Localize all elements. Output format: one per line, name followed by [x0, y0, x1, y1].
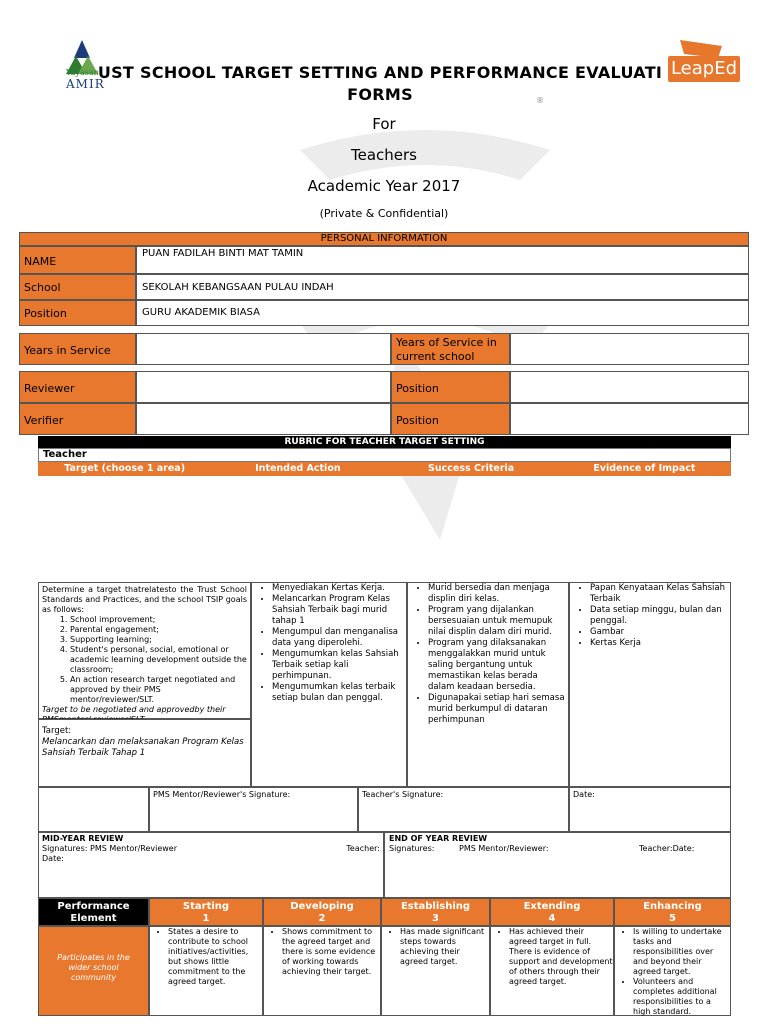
level-number: 1 [202, 913, 210, 924]
descriptor-extending[interactable] [490, 926, 614, 1016]
end-year-teacher-date: Teacher:Date: [639, 844, 695, 853]
criteria-item: • Program yang dijalankan bersesuaian untuk memupuk nilai displin dalam diri murid. [428, 605, 566, 638]
level-name: Developing [290, 901, 354, 912]
level-developing-header [263, 898, 381, 926]
action-item: • Mengumumkan kelas terbaik setiap bulan dan penggal. [272, 682, 404, 704]
agreement-date-field[interactable]: Date: [569, 787, 731, 832]
reviewer-label: Reviewer [19, 371, 136, 403]
registered-mark-icon: ® [536, 96, 544, 105]
school-field[interactable]: SEKOLAH KEBANGSAAN PULAU INDAH [136, 274, 749, 300]
success-criteria-cell[interactable] [407, 582, 569, 787]
level-name: Starting [182, 901, 230, 912]
goal-item: 2. Parental engagement; [70, 625, 247, 635]
descriptor-item: • Has achieved their agreed target in full. There is evidence of support and development of others through their agreed target. [509, 927, 613, 987]
years-in-service-label: Years in Service [19, 333, 136, 365]
level-number: 5 [669, 913, 676, 924]
name-field[interactable]: PUAN FADILAH BINTI MAT TAMIN [136, 246, 749, 274]
pms-signature-field[interactable]: PMS Mentor/Reviewer's Signature: [149, 787, 358, 832]
action-item: • Mengumpul dan menganalisa data yang diperolehi. [272, 627, 404, 649]
verifier-field[interactable] [136, 403, 391, 435]
mid-year-review-cell[interactable] [38, 832, 384, 898]
goal-item: 3. Supporting learning; [70, 635, 247, 645]
descriptor-item: • Has made significant steps towards achieving their agreed target. [400, 927, 489, 967]
target-note: Target to be negotiated and approvedby their [42, 705, 226, 714]
action-item: • Menyediakan Kertas Kerja. [272, 583, 404, 594]
target-guidance-cell [38, 582, 251, 719]
watermark-logo [260, 110, 590, 550]
descriptor-item: • States a desire to contribute to school initiatives/activities, but shows little commitment to the agreed target. [168, 927, 262, 987]
evidence-cell[interactable] [569, 582, 731, 787]
level-starting-header [149, 898, 263, 926]
years-current-school-field[interactable] [510, 333, 749, 365]
teacher-signature-field[interactable]: Teacher's Signature: [358, 787, 569, 832]
level-establishing-header [381, 898, 490, 926]
logo-yayasan-text: Yayasan [66, 68, 99, 77]
descriptor-starting[interactable] [149, 926, 263, 1016]
level-name: Enhancing [643, 901, 702, 912]
level-extending-header [490, 898, 614, 926]
column-intended-action: Intended Action [255, 463, 341, 474]
audience-label: Teachers [351, 146, 417, 164]
target-intro: Determine a target thatrelatesto the Trust School Standards and Practices, and the school TSIP goals as follows: [42, 585, 247, 614]
evidence-item: • Data setiap minggu, bulan dan penggal. [590, 605, 728, 627]
reviewer-position-label: Position [391, 371, 510, 403]
descriptor-developing[interactable] [263, 926, 381, 1016]
reviewer-position-field[interactable] [510, 371, 749, 403]
for-label: For [372, 115, 396, 133]
verifier-position-label: Position [391, 403, 510, 435]
descriptor-establishing[interactable] [381, 926, 490, 1016]
goal-item: 1. School improvement; [70, 615, 247, 625]
end-year-review-cell[interactable] [384, 832, 731, 898]
logo-amir-text: AMIR [66, 77, 105, 91]
rubric-columns-header [38, 462, 731, 476]
form-title: UST SCHOOL TARGET SETTING AND PERFORMANCE EVALUATI FORMS [97, 63, 663, 104]
target-label: Target: [42, 726, 72, 736]
criteria-item: • Digunapakai setiap hari semasa murid berkumpul di dataran perhimpunan [428, 693, 566, 726]
school-label: School [19, 274, 136, 300]
level-enhancing-header [614, 898, 731, 926]
action-item: • Mengumumkan kelas Sahsiah Terbaik setiap kali perhimpunan. [272, 649, 404, 682]
rubric-heading: RUBRIC FOR TEACHER TARGET SETTING [38, 436, 731, 448]
years-current-school-label: Years of Service in current school [391, 333, 510, 365]
goal-item: 5. An action research target negotiated and approved by their PMS mentor/reviewer/SLT. [70, 675, 247, 705]
years-in-service-field[interactable] [136, 333, 391, 365]
reviewer-field[interactable] [136, 371, 391, 403]
verifier-label: Verifier [19, 403, 136, 435]
descriptor-item: • Is willing to undertake tasks and responsibilities over and beyond their agreed target. [633, 927, 730, 977]
verifier-position-field[interactable] [510, 403, 749, 435]
evidence-item: • Gambar [590, 627, 728, 638]
column-success-criteria: Success Criteria [428, 463, 515, 474]
criteria-item: • Murid bersedia dan menjaga displin diri kelas. [428, 583, 566, 605]
descriptor-item: • Shows commitment to the agreed target and there is some evidence of working towards achieving their target. [282, 927, 380, 977]
mid-year-title: MID-YEAR REVIEW [42, 834, 124, 843]
criteria-item: • Program yang dilaksanakan menggalakkan murid untuk saling bergantung untuk memastikan kelas berada dalam keadaan bersedia. [428, 638, 566, 693]
target-text: Melancarkan dan melaksanakan Program Kelas Sahsiah Terbaik Tahap 1 [42, 737, 244, 758]
action-item: • Melancarkan Program Kelas Sahsiah Terbaik bagi murid tahap 1 [272, 594, 404, 627]
participates-row-label: Participates in the wider school community [38, 926, 149, 1016]
descriptor-item: • Volunteers and completes additional responsibilities to a high standard. [633, 977, 730, 1017]
descriptor-enhancing[interactable] [614, 926, 731, 1016]
teacher-label: Teacher [38, 448, 731, 462]
end-year-mentor: PMS Mentor/Reviewer: [459, 844, 549, 853]
level-number: 2 [318, 913, 326, 924]
column-evidence: Evidence of Impact [593, 463, 696, 474]
evidence-item: • Papan Kenyataan Kelas Sahsiah Terbaik [590, 583, 728, 605]
personal-info-heading: PERSONAL INFORMATION [19, 232, 749, 246]
performance-element-header: Performance Element [38, 898, 149, 926]
leaped-logo-text: LeapEd [668, 56, 740, 82]
end-year-title: END OF YEAR REVIEW [389, 834, 488, 843]
mid-year-date: Date: [42, 854, 64, 863]
mid-year-signatures: Signatures: PMS Mentor/Reviewer [42, 844, 178, 853]
level-number: 4 [548, 913, 556, 924]
intended-action-cell[interactable] [251, 582, 407, 787]
confidential-note: (Private & Confidential) [319, 207, 449, 220]
evidence-item: • Kertas Kerja [590, 638, 728, 649]
end-year-signatures: Signatures: [389, 844, 435, 853]
level-name: Establishing [400, 901, 471, 912]
academic-year: Academic Year 2017 [307, 177, 461, 195]
position-label: Position [19, 300, 136, 326]
level-name: Extending [523, 901, 581, 912]
level-number: 3 [432, 913, 439, 924]
target-cell[interactable] [38, 719, 251, 787]
column-target: Target (choose 1 area) [64, 463, 186, 474]
target-agreed-label: Target Agreed [38, 787, 149, 832]
position-field[interactable]: GURU AKADEMIK BIASA [136, 300, 749, 326]
goal-item: 4. Student's personal, social, emotional or academic learning development outside the classroom; [70, 645, 247, 675]
mid-year-teacher: Teacher: [346, 844, 380, 853]
name-label: NAME [19, 246, 136, 274]
